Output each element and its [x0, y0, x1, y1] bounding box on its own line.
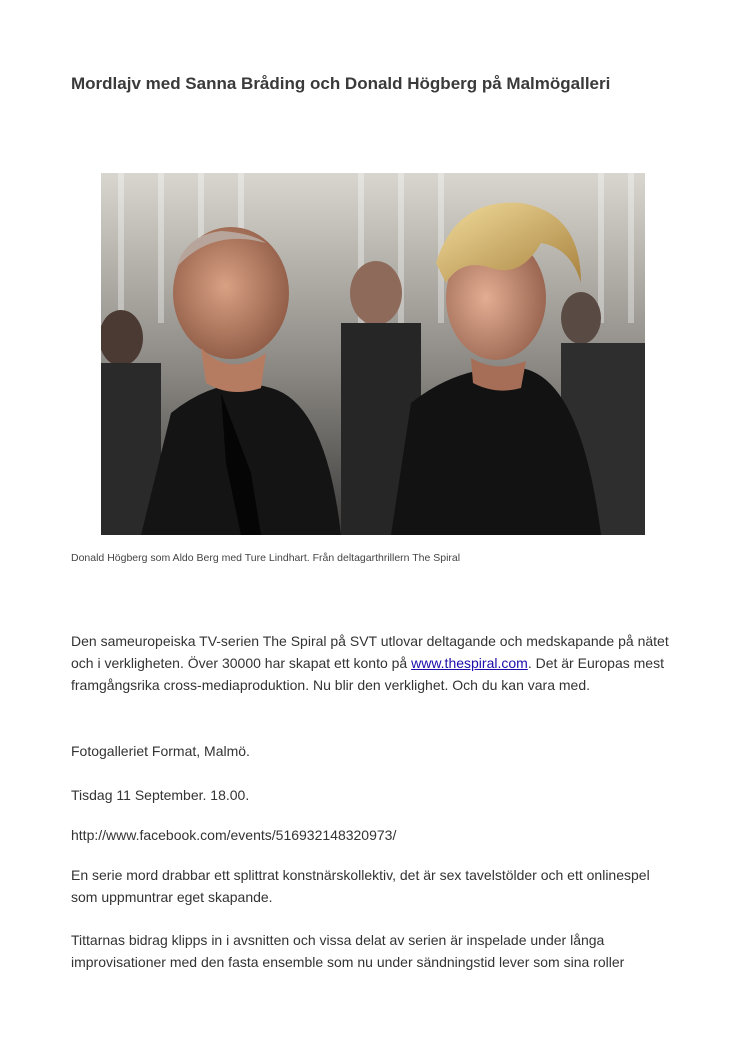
photo-illustration: [101, 173, 645, 535]
photo-caption: Donald Högberg som Aldo Berg med Ture Lindhart. Från deltagarthrillern The Spiral: [71, 552, 461, 564]
article-photo: [101, 173, 645, 535]
plot-paragraph: En serie mord drabbar ett splittrat konstnärskollektiv, det är sex tavelstölder och ett onlinespel som uppmuntrar eget skapande.: [71, 867, 650, 905]
event-url-text: http://www.facebook.com/events/516932148320973/: [71, 827, 397, 843]
intro-text-before-link: Den sameuropeiska TV-serien The Spiral på SVT utlovar deltagande och medskapande på nätet och i verkligheten. Över 30000 har skapat ett konto på: [71, 633, 669, 671]
intro-paragraph: [71, 630, 671, 696]
thespiral-link[interactable]: www.thespiral.com: [411, 655, 528, 671]
page-title: Mordlajv med Sanna Bråding och Donald Högberg på Malmögalleri: [71, 74, 611, 93]
datetime-text: Tisdag 11 September. 18.00.: [71, 787, 250, 803]
location-text: Fotogalleriet Format, Malmö.: [71, 743, 250, 759]
production-paragraph: Tittarnas bidrag klipps in i avsnitten och vissa delat av serien är inspelade under långa improvisationer med den fasta ensemble som nu under sändningstid lever som sina roller: [71, 932, 625, 970]
intro-text-after-link: . Det är Europas mest framgångsrika cross-mediaproduktion. Nu blir den verklighet. Och du kan vara med.: [71, 655, 664, 693]
